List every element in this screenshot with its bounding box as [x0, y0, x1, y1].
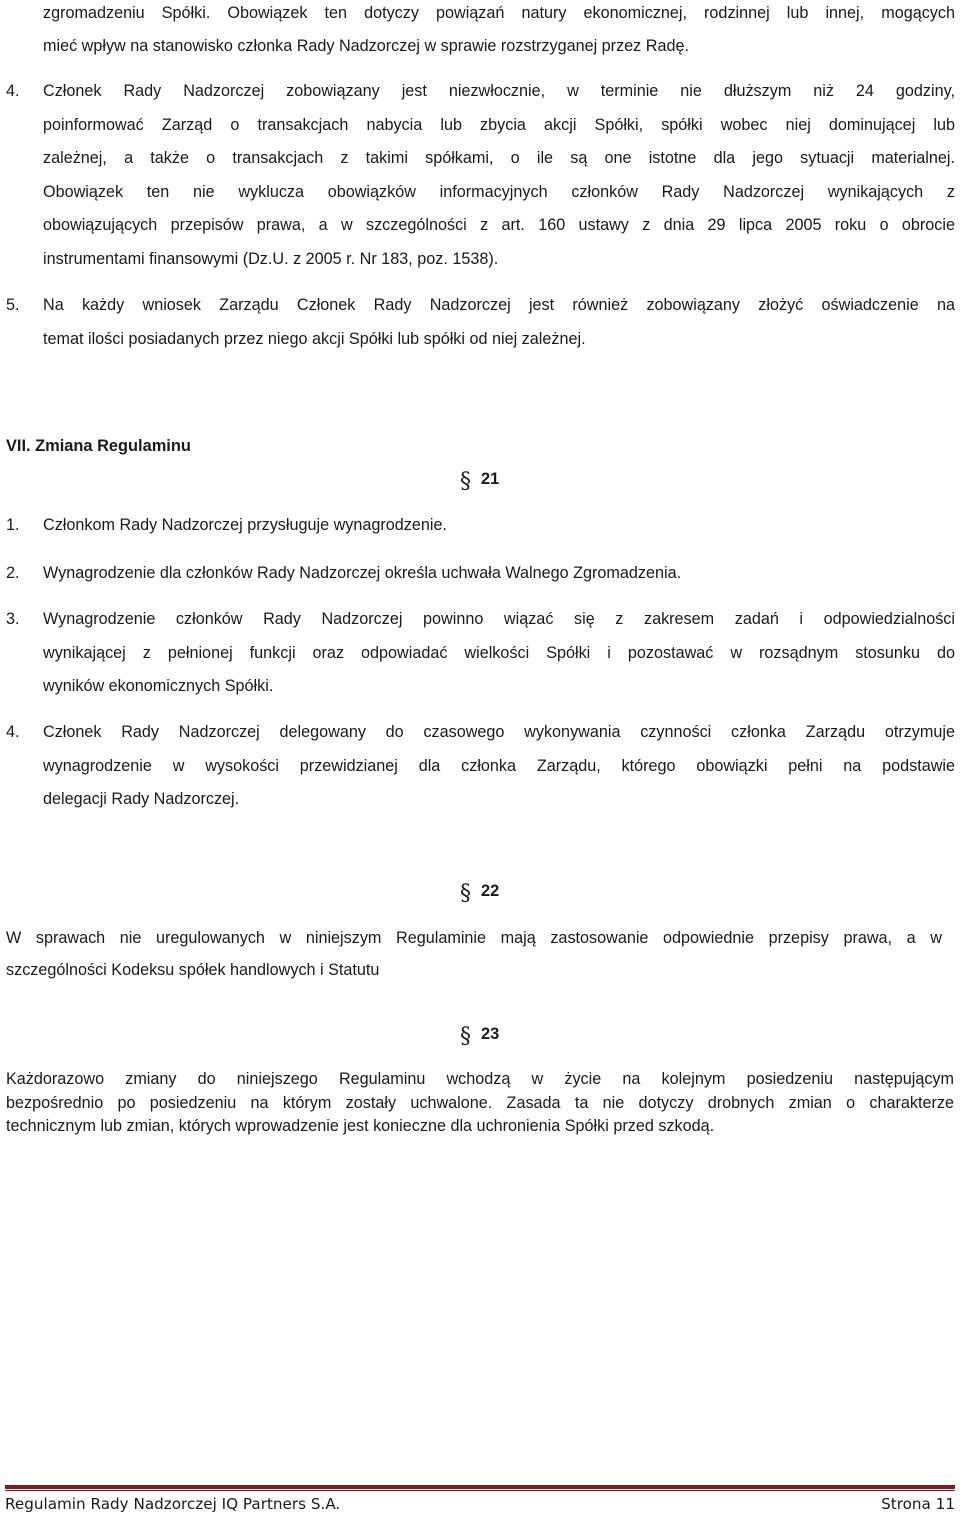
- text-line: Członkom Rady Nadzorczej przysługuje wynagrodzenie.: [43, 516, 447, 534]
- paragraph-marker-22: [460, 880, 500, 906]
- text-line: W sprawach nie uregulowanych w niniejszym Regulaminie mają zastosowanie odpowiednie przepisy prawa, a w: [6, 929, 942, 947]
- list-number: 4.: [6, 82, 20, 100]
- text-line: obowiązujących przepisów prawa, a w szczególności z art. 160 ustawy z dnia 29 lipca 2005 roku o obrocie: [43, 216, 955, 234]
- paragraph-number: 22: [481, 882, 500, 900]
- list-number: 4.: [6, 723, 20, 741]
- text-line: poinformować Zarząd o transakcjach nabycia lub zbycia akcji Spółki, spółki wobec niej dominującej lub: [43, 116, 955, 134]
- paragraph-number: 21: [481, 470, 500, 488]
- footer-page-number: Strona 11: [881, 1495, 955, 1513]
- footer-rule: [5, 1485, 955, 1489]
- list-number: 2.: [6, 564, 20, 582]
- text-line: temat ilości posiadanych przez niego akcji Spółki lub spółki od niej zależnej.: [43, 330, 586, 348]
- text-line: mieć wpływ na stanowisko członka Rady Nadzorczej w sprawie rozstrzyganej przez Radę.: [43, 37, 689, 55]
- list-number: 3.: [6, 610, 20, 628]
- text-line: Obowiązek ten nie wyklucza obowiązków informacyjnych członków Rady Nadzorczej wynikających z: [43, 183, 955, 201]
- footer-rule-thin: [5, 1490, 955, 1491]
- text-line: Wynagrodzenie członków Rady Nadzorczej powinno wiązać się z zakresem zadań i odpowiedzialności: [43, 610, 955, 628]
- section-heading: VII. Zmiana Regulaminu: [6, 437, 191, 455]
- paragraph-marker-21: [460, 468, 500, 494]
- text-line: wynikającej z pełnionej funkcji oraz odpowiadać wielkości Spółki i pozostawać w rozsądnym stosunku do: [43, 644, 955, 662]
- paragraph-sign: §: [460, 881, 471, 906]
- text-line: zależnej, a także o transakcjach z takimi spółkami, o ile są one istotne dla jego sytuacji materialnej.: [43, 149, 955, 167]
- text-line: Członek Rady Nadzorczej zobowiązany jest niezwłocznie, w terminie nie dłuższym niż 24 godziny,: [43, 82, 955, 100]
- paragraph-sign: §: [460, 469, 471, 494]
- text-line: delegacji Rady Nadzorczej.: [43, 790, 240, 808]
- list-number: 5.: [6, 296, 20, 314]
- text-line: zgromadzeniu Spółki. Obowiązek ten dotyczy powiązań natury ekonomicznej, rodzinnej lub innej, mogących: [43, 4, 955, 22]
- list-number: 1.: [6, 516, 20, 534]
- text-line: instrumentami finansowymi (Dz.U. z 2005 r. Nr 183, poz. 1538).: [43, 250, 499, 268]
- text-line: bezpośrednio po posiedzeniu na którym zostały uchwalone. Zasada ta nie dotyczy drobnych zmian o charakterze: [6, 1094, 954, 1112]
- text-line: Członek Rady Nadzorczej delegowany do czasowego wykonywania czynności członka Zarządu otrzymuje: [43, 723, 955, 741]
- text-line: wyników ekonomicznych Spółki.: [43, 677, 274, 695]
- text-line: technicznym lub zmian, których wprowadzenie jest konieczne dla uchronienia Spółki przed szkodą.: [6, 1117, 715, 1135]
- text-line: szczególności Kodeksu spółek handlowych i Statutu: [6, 961, 380, 979]
- paragraph-marker-23: [460, 1023, 500, 1049]
- text-line: Każdorazowo zmiany do niniejszego Regulaminu wchodzą w życie na kolejnym posiedzeniu następującym: [6, 1070, 954, 1088]
- text-line: Wynagrodzenie dla członków Rady Nadzorczej określa uchwała Walnego Zgromadzenia.: [43, 564, 682, 582]
- paragraph-sign: §: [460, 1024, 471, 1049]
- text-line: Na każdy wniosek Zarządu Członek Rady Nadzorczej jest również zobowiązany złożyć oświadczenie na: [43, 296, 955, 314]
- paragraph-number: 23: [481, 1025, 500, 1043]
- text-line: wynagrodzenie w wysokości przewidzianej dla członka Zarządu, którego obowiązki pełni na podstawie: [43, 757, 955, 775]
- footer-document-title: Regulamin Rady Nadzorczej IQ Partners S.A.: [5, 1495, 341, 1513]
